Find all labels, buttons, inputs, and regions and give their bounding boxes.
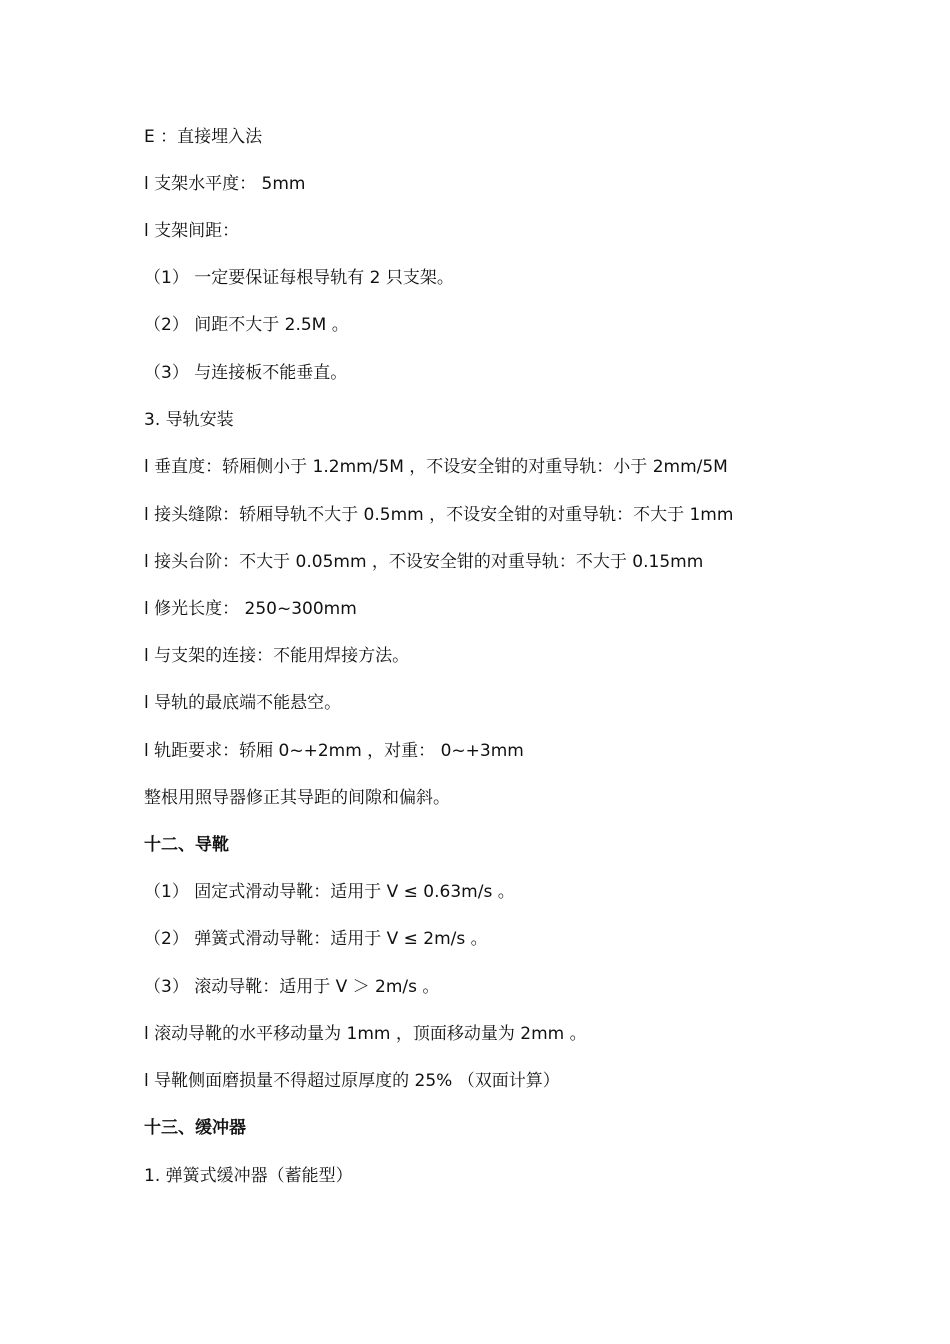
- text-line: l 接头缝隙：轿厢导轨不大于 0.5mm ，不设安全钳的对重导轨：不大于 1mm: [144, 505, 734, 525]
- list-item: （3） 滚动导靴：适用于 V ＞ 2m/s 。: [144, 977, 440, 997]
- section-heading: 十三、缓冲器: [144, 1118, 246, 1138]
- text-line: l 接头台阶：不大于 0.05mm ，不设安全钳的对重导轨：不大于 0.15mm: [144, 552, 704, 572]
- subsection-title: 1. 弹簧式缓冲器（蓄能型）: [144, 1166, 353, 1186]
- list-item: （2） 间距不大于 2.5M 。: [144, 315, 349, 335]
- text-line: l 滚动导靴的水平移动量为 1mm ，顶面移动量为 2mm 。: [144, 1024, 587, 1044]
- section-heading: 十二、导靴: [144, 835, 229, 855]
- list-item: （3） 与连接板不能垂直。: [144, 363, 348, 383]
- text-line: l 轨距要求：轿厢 0~+2mm ，对重： 0~+3mm: [144, 741, 524, 761]
- text-line: l 导靴侧面磨损量不得超过原厚度的 25% （双面计算）: [144, 1071, 560, 1091]
- text-line: l 支架间距：: [144, 221, 240, 241]
- text-line: l 垂直度：轿厢侧小于 1.2mm/5M ，不设安全钳的对重导轨：小于 2mm/5M: [144, 457, 728, 477]
- text-line: l 支架水平度： 5mm: [144, 174, 306, 194]
- list-item: （1） 固定式滑动导靴：适用于 V ≤ 0.63m/s 。: [144, 882, 515, 902]
- text-line: 整根用照导器修正其导距的间隙和偏斜。: [144, 788, 450, 808]
- text-line: l 导轨的最底端不能悬空。: [144, 693, 342, 713]
- list-item: （2） 弹簧式滑动导靴：适用于 V ≤ 2m/s 。: [144, 929, 488, 949]
- text-line: l 修光长度： 250~300mm: [144, 599, 357, 619]
- list-item: （1） 一定要保证每根导轨有 2 只支架。: [144, 268, 454, 288]
- text-line: E ：直接埋入法: [144, 127, 263, 147]
- text-line: l 与支架的连接：不能用焊接方法。: [144, 646, 410, 666]
- subsection-title: 3. 导轨安装: [144, 410, 234, 430]
